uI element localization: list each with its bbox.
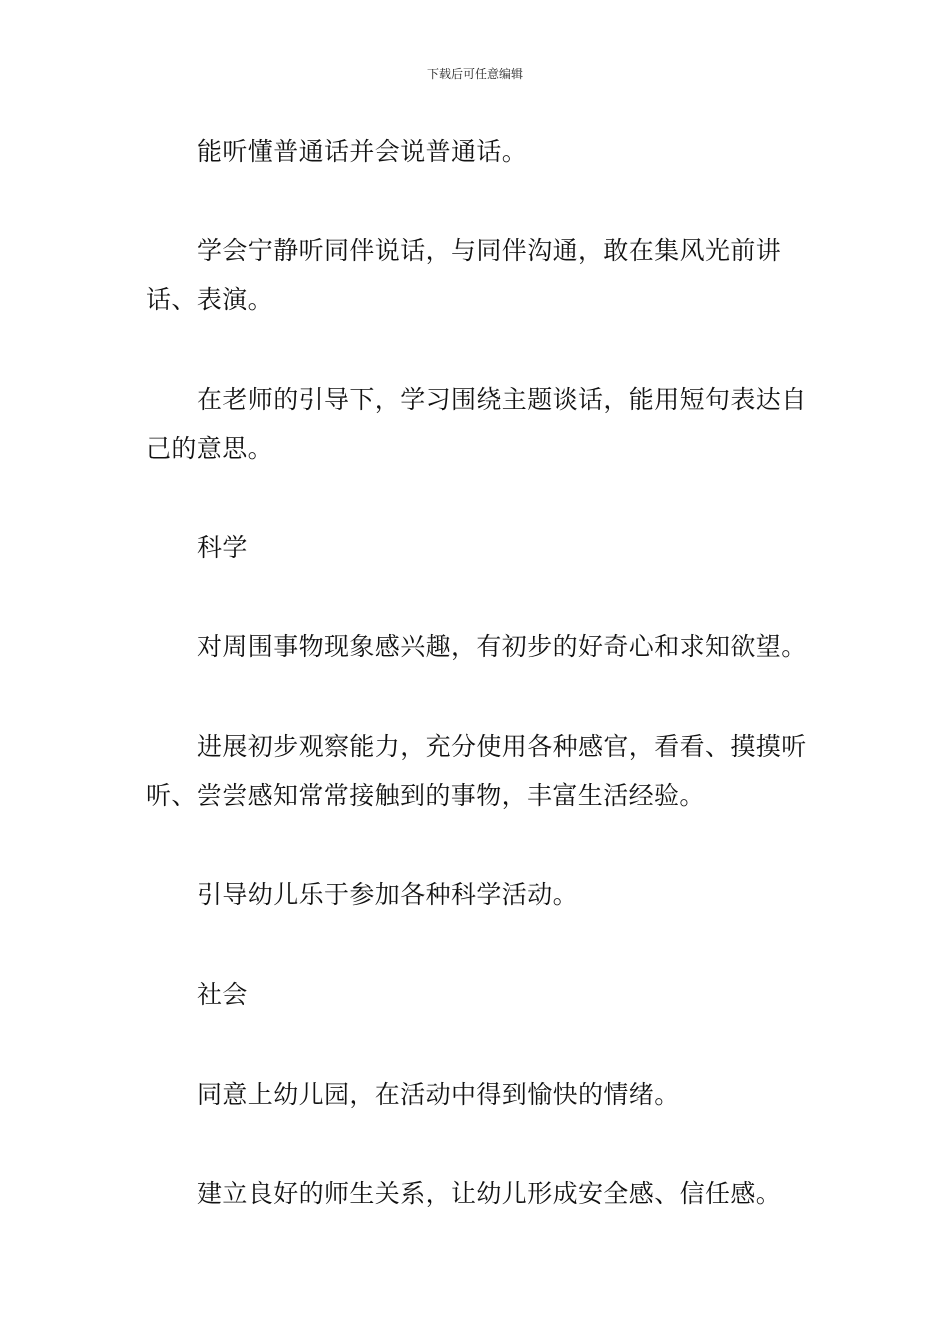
page-header-note: 下载后可任意编辑 [426, 67, 523, 81]
paragraph-kindergarten: 同意上幼儿园，在活动中得到愉快的情绪。 [197, 1080, 680, 1109]
paragraph-curiosity: 对周围事物现象感兴趣，有初步的好奇心和求知欲望。 [197, 632, 807, 661]
paragraph-teacher-relationship: 建立良好的师生关系，让幼儿形成安全感、信任感。 [197, 1179, 782, 1208]
paragraph-mandarin: 能听懂普通话并会说普通话。 [197, 137, 528, 166]
paragraph-observation: 进展初步观察能力，充分使用各种感官，看看、摸摸听听、尝尝感知常常接触到的事物，丰富生活经验。 [146, 732, 807, 810]
paragraph-science-activities: 引导幼儿乐于参加各种科学活动。 [197, 880, 579, 909]
section-heading-society: 社会 [197, 980, 248, 1009]
paragraph-listen-peers: 学会宁静听同伴说话，与同伴沟通，敢在集风光前讲话、表演。 [146, 236, 782, 314]
section-heading-science: 科学 [197, 533, 248, 562]
paragraph-topic-talk: 在老师的引导下，学习围绕主题谈话，能用短句表达自己的意思。 [146, 385, 807, 463]
